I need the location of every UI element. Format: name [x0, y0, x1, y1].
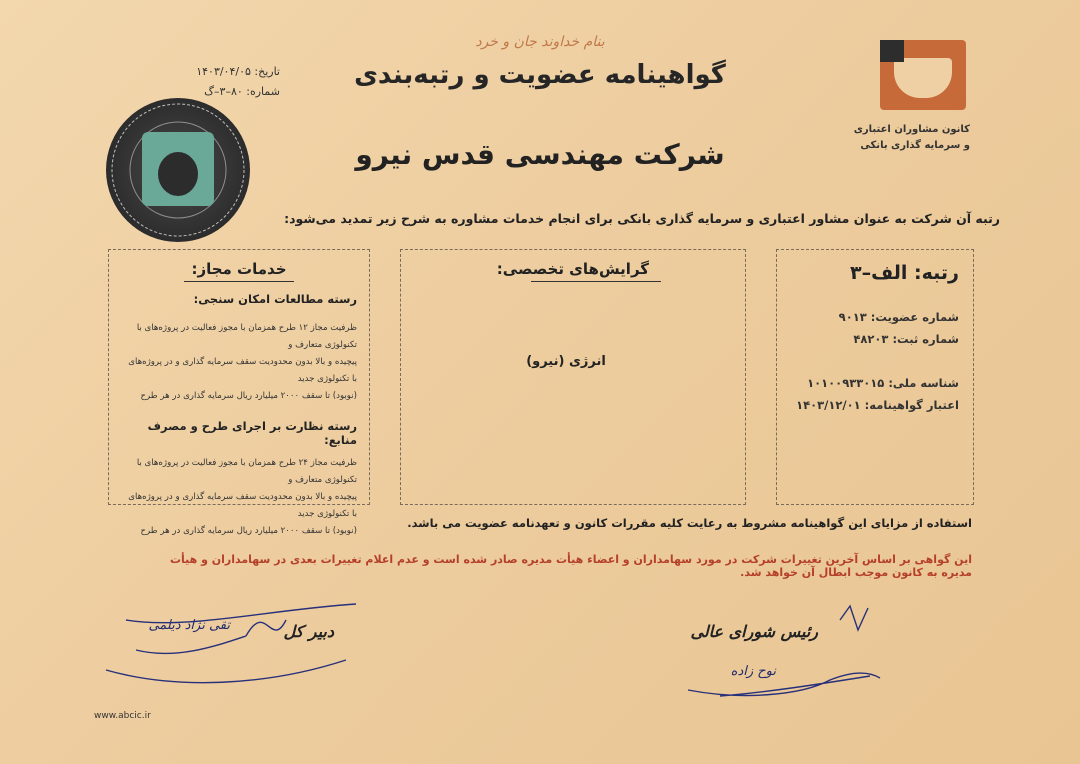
- number-line: شماره: ۸۰–۳–گ: [204, 85, 280, 98]
- national-id: شناسه ملی: ۱۰۱۰۰۹۳۳۰۱۵: [807, 376, 959, 390]
- services-heading: خدمات مجاز:: [191, 260, 287, 278]
- secretary-general-title: دبیر کل: [283, 622, 334, 641]
- services-section1-body: [109, 320, 369, 405]
- intro-text: رتبه آن شرکت به عنوان مشاور اعتباری و سرمایه گذاری بانکی برای انجام خدمات مشاوره به شرح زیر تمدید می‌شود:: [284, 211, 1000, 226]
- bismillah-text: بنام خداوند جان و خرد: [475, 34, 605, 50]
- abcic-logo-icon: [880, 40, 966, 110]
- services-section2-line: ظرفیت مجاز ۲۴ طرح همزمان با مجوز فعالیت در پروژه‌های با تکنولوژی متعارف و: [136, 458, 357, 485]
- signature-left-icon: [96, 590, 386, 700]
- issuer-caption-line2: و سرمایه گذاری بانکی: [860, 140, 970, 151]
- abcic-seal-icon: [106, 98, 250, 242]
- services-section1-line: (نوبود) تا سقف ۲۰۰۰ میلیارد ریال سرمایه گذاری در هر طرح: [140, 391, 357, 401]
- signature-right-icon: [680, 600, 900, 710]
- services-section2-title: رسته نظارت بر اجرای طرح و مصرف منابع:: [147, 419, 357, 447]
- note-shareholders: این گواهی بر اساس آخرین تغییرات شرکت در مورد سهامداران و اعضاء هیأت مدیره صادر شده است و عدم اعلام تغییرات بعدی در سهامداران و هیأت مدیره به کانون موجب ابطال آن خواهد شد.: [169, 553, 972, 579]
- specialties-heading: گرایش‌های تخصصی:: [496, 260, 649, 278]
- specialty-item: انرژی (نیرو): [526, 354, 606, 369]
- date-number-block: [150, 62, 280, 102]
- date-line: تاریخ: ۱۴۰۳/۰۴/۰۵: [196, 65, 280, 78]
- services-section2-line: پیچیده و بالا بدون محدودیت سقف سرمایه گذاری و در پروژه‌های با تکنولوژی جدید: [128, 492, 357, 519]
- secretary-general-name: تقی نژاد دیلمی: [148, 618, 230, 633]
- council-chair-name: نوح زاده: [730, 664, 776, 679]
- services-section1-line: پیچیده و بالا بدون محدودیت سقف سرمایه گذاری و در پروژه‌های با تکنولوژی جدید: [128, 357, 357, 384]
- specialties-box: [400, 249, 746, 505]
- certificate-validity: اعتبار گواهینامه: ۱۴۰۳/۱۲/۰۱: [796, 398, 959, 412]
- certificate-title: گواهینامه عضویت و رتبه‌بندی: [354, 60, 726, 90]
- membership-number: شماره عضویت: ۹۰۱۳: [838, 310, 959, 324]
- services-section1-line: ظرفیت مجاز ۱۲ طرح همزمان با مجوز فعالیت در پروژه‌های با تکنولوژی متعارف و: [136, 323, 357, 350]
- rank-box: [776, 249, 974, 505]
- services-box: [108, 249, 370, 536]
- issuer-caption-line1: کانون مشاوران اعتباری: [853, 124, 970, 135]
- services-section2-line: (نوبود) تا سقف ۲۰۰۰ میلیارد ریال سرمایه گذاری در هر طرح: [140, 526, 357, 536]
- company-name: شرکت مهندسی قدس نیرو: [355, 138, 725, 171]
- footer-url: www.abcic.ir: [94, 711, 151, 721]
- services-section1-title: رسته مطالعات امکان سنجی:: [193, 292, 357, 306]
- registration-number: شماره ثبت: ۴۸۲۰۳: [853, 332, 959, 346]
- rank-title: رتبه: الف–۳: [850, 262, 959, 284]
- note-conditions: استفاده از مزایای این گواهینامه مشروط به رعایت کلیه مقررات کانون و تعهدنامه عضویت می باشد.: [407, 516, 972, 530]
- issuer-caption: [850, 122, 970, 154]
- council-chair-title: رئیس شورای عالی: [690, 622, 818, 641]
